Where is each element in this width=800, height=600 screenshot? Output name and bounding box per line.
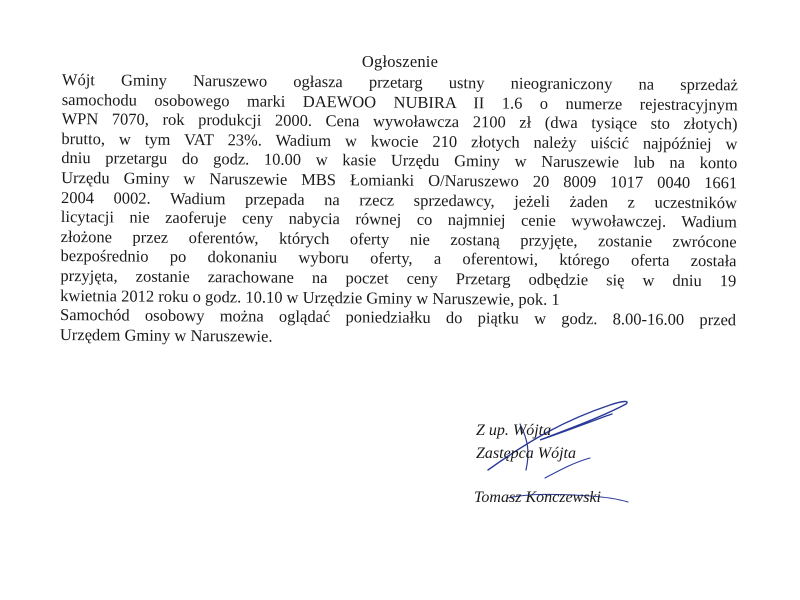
body-line-14: Urzędem Gminy w Naruszewie. <box>59 324 273 346</box>
document-title: Ogłoszenie <box>361 52 439 71</box>
body-line-9: złożone przez oferentów, których oferty nie zostaną przyjęte, zostanie zwrócone <box>60 226 737 252</box>
body-line-8: licytacji nie zaoferuje ceny nabycia równej co najmniej cenie wywoławczej. Wadium <box>60 207 737 232</box>
body-line-6: Urzędu Gminy w Naruszewie MBS Łomianki O/Naruszewo 20 8009 1017 0040 1661 <box>61 167 738 193</box>
signature-on-behalf: Z up. Wójta <box>476 422 552 439</box>
body-line-12: kwietnia 2012 roku o godz. 10.10 w Urzędzie Gminy w Naruszewie, pok. 1 <box>60 285 560 309</box>
signature-deputy-title: Zastępca Wójta <box>476 445 576 462</box>
body-line-3: WPN 7070, rok produkcji 2000. Cena wywoławcza 2100 zł (dwa tysiące sto złotych) <box>61 109 738 134</box>
body-line-13: Samochód osobowy można oglądać poniedziałku do piątku w godz. 8.00-16.00 przed <box>60 305 737 330</box>
body-line-5: dniu przetargu do godz. 10.00 w kasie Urzędu Gminy w Naruszewie lub na konto <box>61 148 738 173</box>
body-line-1: Wójt Gminy Naruszewo ogłasza przetarg ustny nieograniczony na sprzedaż <box>61 70 738 95</box>
body-line-7: 2004 0002. Wadium przepada na rzecz sprzedawcy, jeżeli żaden z uczestników <box>60 187 738 212</box>
body-line-2: samochodu osobowego marki DAEWOO NUBIRA II 1.6 o numerze rejestracyjnym <box>61 89 738 114</box>
announcement-body <box>60 70 738 350</box>
body-line-11: przyjęta, zostanie zarachowane na poczet ceny Przetarg odbędzie się w dniu 19 <box>60 265 737 291</box>
signature-name: Tomasz Konczewski <box>474 489 601 506</box>
body-line-4: brutto, w tym VAT 23%. Wadium w kwocie 210 złotych należy uiścić najpóźniej w <box>61 128 738 154</box>
body-line-10: bezpośrednio po dokonaniu wyboru oferty, a oferentowi, którego oferta została <box>60 246 737 271</box>
